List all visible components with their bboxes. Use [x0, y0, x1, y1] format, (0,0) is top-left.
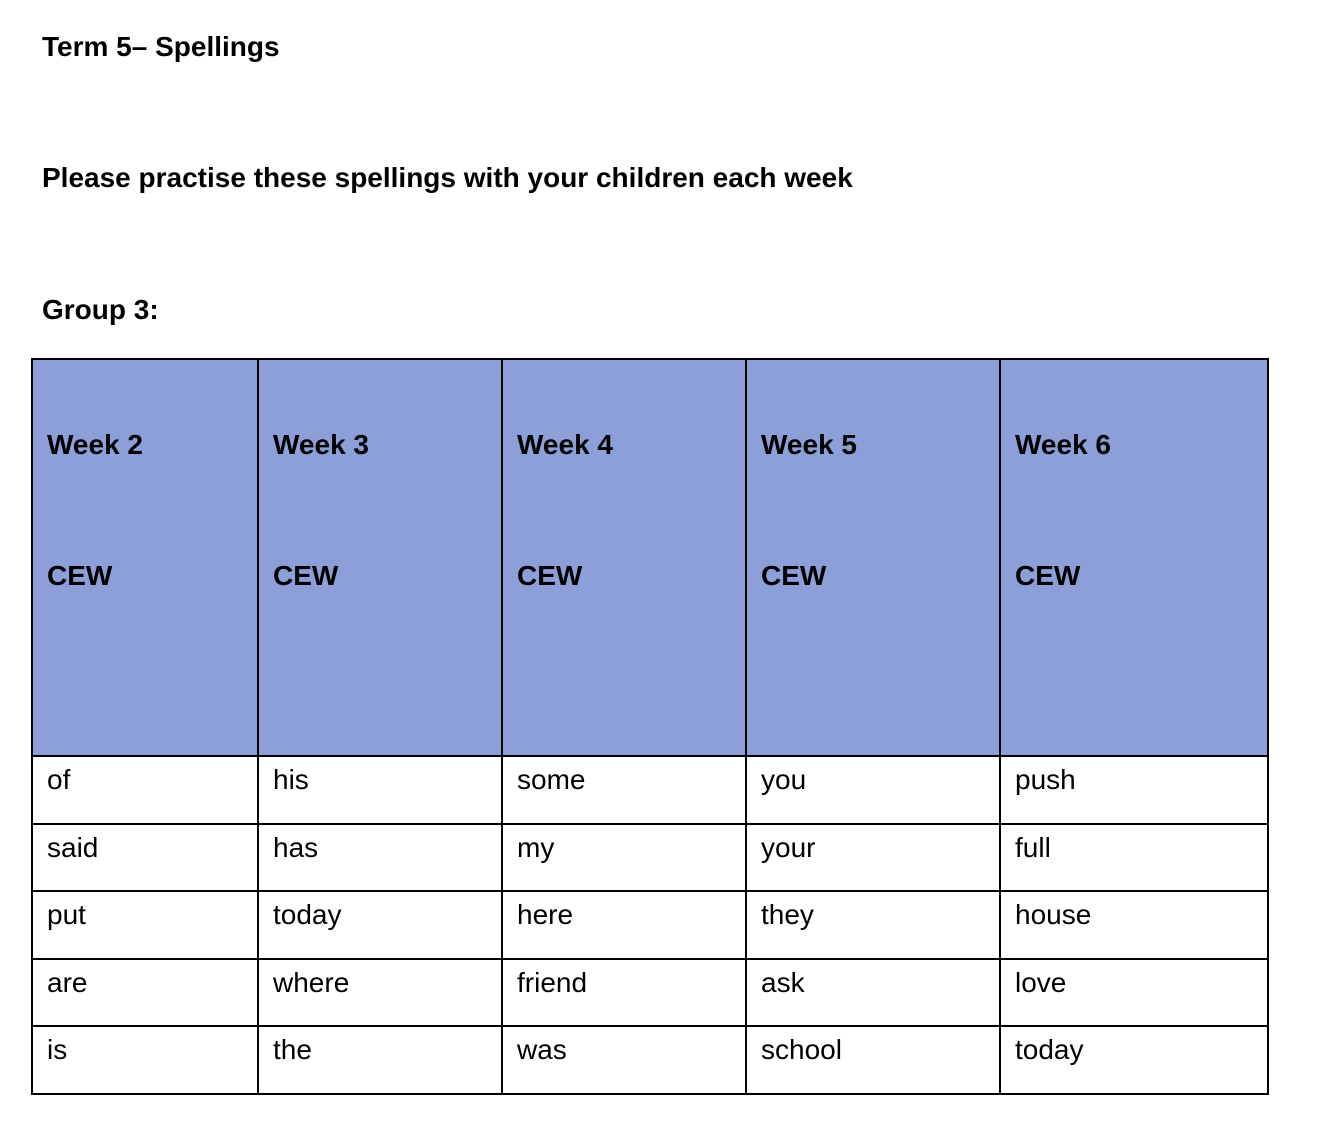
spelling-word: are [32, 959, 258, 1026]
spelling-word: today [1000, 1026, 1268, 1094]
page-title: Term 5– Spellings [42, 31, 280, 62]
table-header-row [32, 359, 1268, 756]
column-header-week-6 [1000, 359, 1268, 756]
week-label: Week 6 [1015, 429, 1111, 460]
spelling-word: school [746, 1026, 1000, 1094]
spelling-word: is [32, 1026, 258, 1094]
spelling-word: friend [502, 959, 746, 1026]
spellings-table [31, 358, 1269, 1095]
week-label: Week 5 [761, 429, 857, 460]
spelling-word: his [258, 756, 502, 824]
group-label: Group 3: [42, 294, 159, 325]
week-label: Week 3 [273, 429, 369, 460]
cew-label: CEW [47, 560, 113, 591]
spelling-word: love [1000, 959, 1268, 1026]
spelling-word: my [502, 824, 746, 891]
spelling-word: you [746, 756, 1000, 824]
column-header-week-5 [746, 359, 1000, 756]
spelling-word: your [746, 824, 1000, 891]
spelling-word: was [502, 1026, 746, 1094]
table-row [32, 959, 1268, 1026]
table-row [32, 756, 1268, 824]
column-header-week-3 [258, 359, 502, 756]
cew-label: CEW [761, 560, 827, 591]
spelling-word: the [258, 1026, 502, 1094]
spelling-word: ask [746, 959, 1000, 1026]
spelling-word: they [746, 891, 1000, 959]
column-header-week-4 [502, 359, 746, 756]
spelling-word: where [258, 959, 502, 1026]
spelling-word: has [258, 824, 502, 891]
spelling-word: full [1000, 824, 1268, 891]
table-row [32, 1026, 1268, 1094]
week-label: Week 4 [517, 429, 613, 460]
spelling-word: push [1000, 756, 1268, 824]
spelling-word: of [32, 756, 258, 824]
table-row [32, 891, 1268, 959]
cew-label: CEW [1015, 560, 1081, 591]
column-header-week-2 [32, 359, 258, 756]
week-label: Week 2 [47, 429, 143, 460]
spelling-word: said [32, 824, 258, 891]
table-row [32, 824, 1268, 891]
spelling-word: today [258, 891, 502, 959]
instruction-text: Please practise these spellings with your children each week [42, 162, 853, 193]
cew-label: CEW [273, 560, 339, 591]
cew-label: CEW [517, 560, 583, 591]
spelling-word: here [502, 891, 746, 959]
spelling-word: put [32, 891, 258, 959]
spelling-word: some [502, 756, 746, 824]
spelling-word: house [1000, 891, 1268, 959]
